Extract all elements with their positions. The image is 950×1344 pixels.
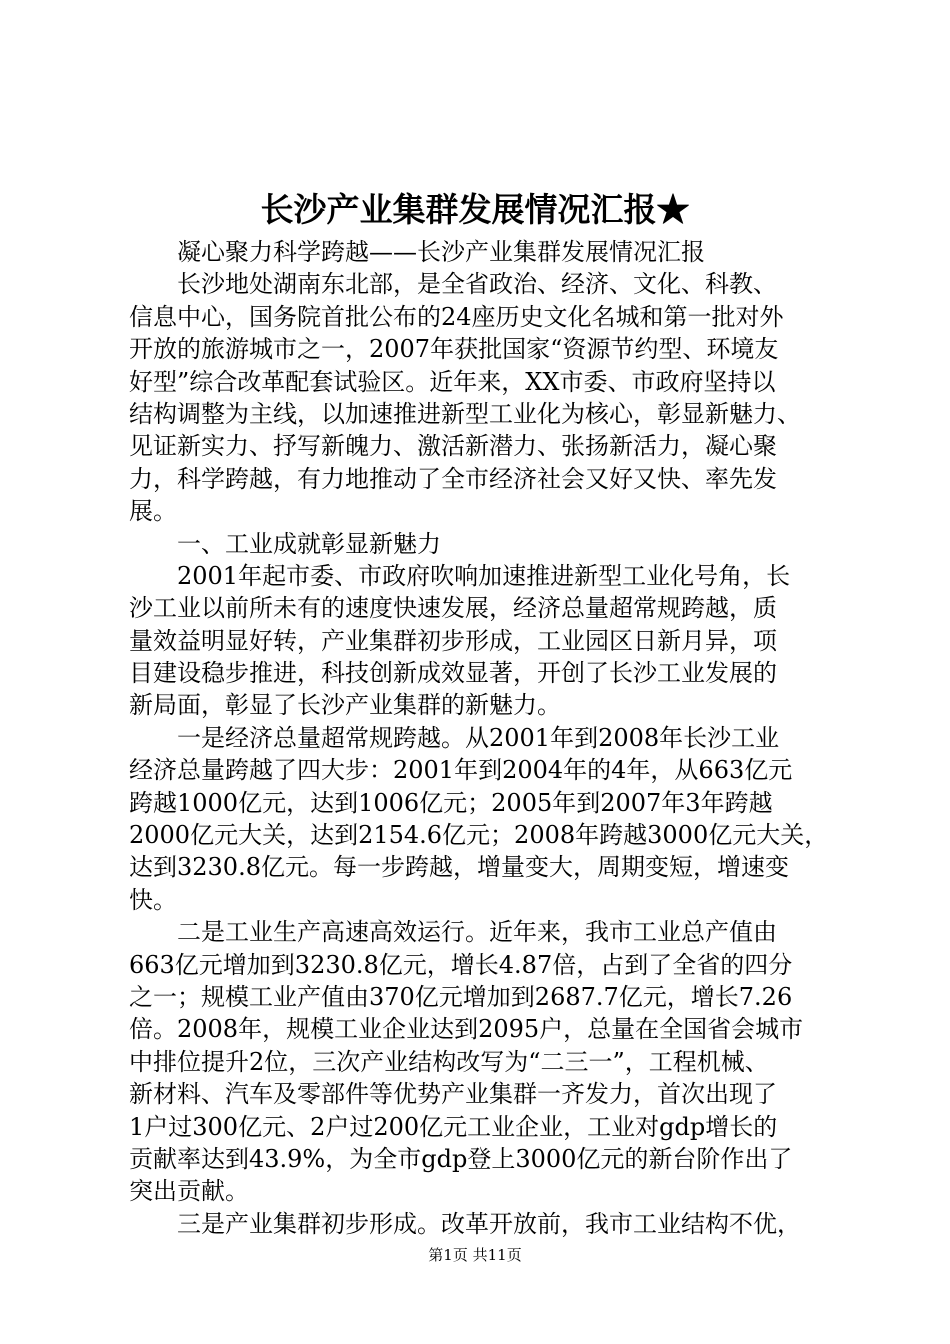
text-line: 沙工业以前所未有的速度快速发展，经济总量超常规跨越，质 — [129, 594, 777, 623]
text-line: 突出贡献。 — [129, 1177, 249, 1206]
text-line: 一、工业成就彰显新魅力 — [129, 529, 441, 558]
text-line: 目建设稳步推进，科技创新成效显著，开创了长沙工业发展的 — [129, 659, 777, 688]
text-line: 中排位提升2位，三次产业结构改写为“二三一”，工程机械、 — [129, 1047, 769, 1076]
text-line: 长沙地处湖南东北部，是全省政治、经济、文化、科教、 — [129, 270, 777, 299]
text-line: 二是工业生产高速高效运行。近年来，我市工业总产值由 — [129, 918, 777, 947]
text-line: 2001年起市委、市政府吹响加速推进新型工业化号角，长 — [129, 561, 791, 590]
text-line: 1户过300亿元、2户过200亿元工业企业，工业对gdp增长的 — [129, 1112, 778, 1141]
text-line: 新局面，彰显了长沙产业集群的新魅力。 — [129, 691, 561, 720]
text-line: 好型”综合改革配套试验区。近年来，XX市委、市政府坚持以 — [129, 367, 776, 396]
text-line: 经济总量跨越了四大步：2001年到2004年的4年，从663亿元 — [129, 756, 793, 785]
page-footer: 第1页 共11页 — [428, 1246, 522, 1264]
text-line: 展。 — [129, 497, 177, 526]
text-line: 量效益明显好转，产业集群初步形成，工业园区日新月异，项 — [129, 626, 777, 655]
text-line: 贡献率达到43.9%，为全市gdp登上3000亿元的新台阶作出了 — [129, 1144, 793, 1173]
text-line: 2000亿元大关，达到2154.6亿元；2008年跨越3000亿元大关， — [129, 821, 829, 850]
document-title: 长沙产业集群发展情况汇报★ — [260, 190, 690, 229]
text-line: 跨越1000亿元，达到1006亿元；2005年到2007年3年跨越 — [129, 788, 773, 817]
text-line: 凝心聚力科学跨越——长沙产业集群发展情况汇报 — [129, 238, 705, 266]
text-line: 结构调整为主线，以加速推进新型工业化为核心，彰显新魅力、 — [129, 399, 801, 428]
text-line: 663亿元增加到3230.8亿元，增长4.87倍，占到了全省的四分 — [129, 950, 793, 979]
text-line: 之一；规模工业产值由370亿元增加到2687.7亿元，增长7.26 — [129, 982, 793, 1011]
text-line: 达到3230.8亿元。每一步跨越，增量变大，周期变短，增速变 — [129, 853, 789, 882]
text-line: 开放的旅游城市之一，2007年获批国家“资源节约型、环境友 — [129, 335, 779, 364]
text-line: 信息中心，国务院首批公布的24座历史文化名城和第一批对外 — [129, 302, 784, 331]
text-line: 见证新实力、抒写新魄力、激活新潜力、张扬新活力，凝心聚 — [129, 432, 777, 461]
text-line: 力，科学跨越，有力地推动了全市经济社会又好又快、率先发 — [129, 464, 777, 493]
text-line: 三是产业集群初步形成。改革开放前，我市工业结构不优， — [129, 1209, 801, 1238]
text-line: 新材料、汽车及零部件等优势产业集群一齐发力，首次出现了 — [129, 1080, 777, 1109]
text-line: 一是经济总量超常规跨越。从2001年到2008年长沙工业 — [129, 723, 780, 752]
text-line: 倍。2008年，规模工业企业达到2095户，总量在全国省会城市 — [129, 1015, 804, 1044]
document-body — [129, 236, 829, 1240]
text-line: 快。 — [129, 885, 177, 914]
